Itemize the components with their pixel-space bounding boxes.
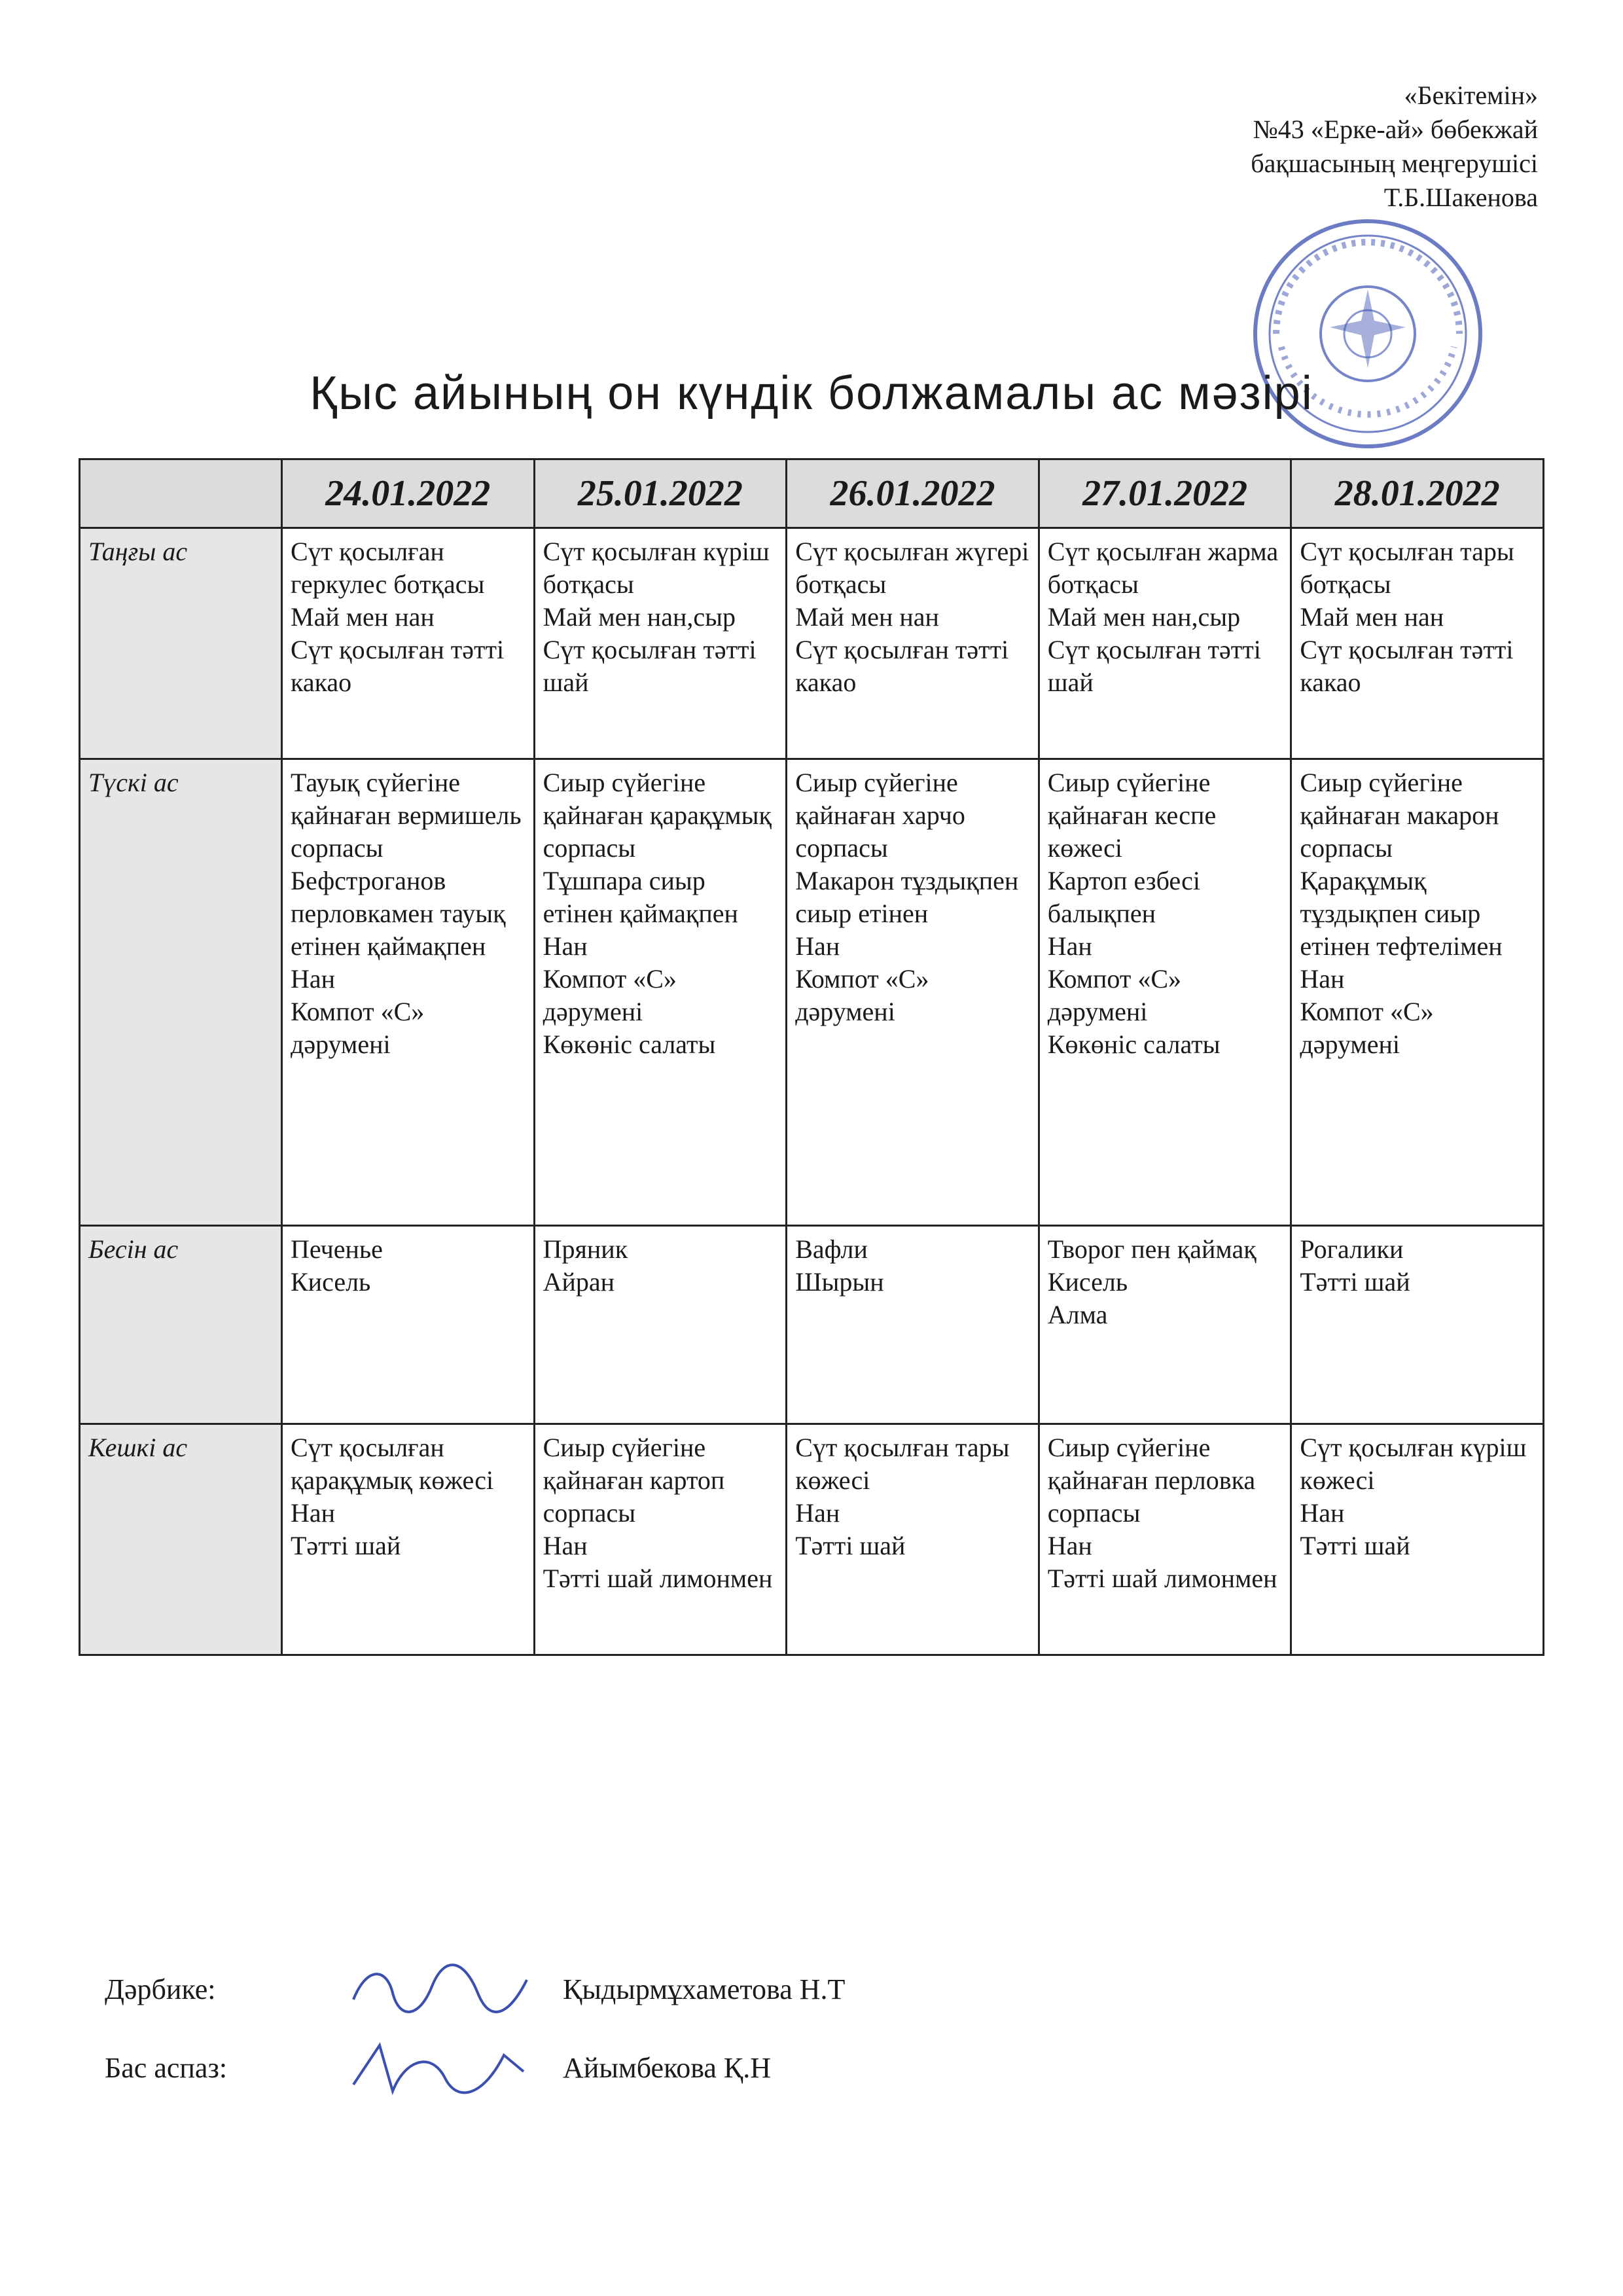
menu-item: Көкөніс салаты [1047,1030,1221,1059]
menu-item: Сиыр сүйегіне қайнаған қарақұмық сорпасы [543,768,772,863]
menu-cell [1291,1424,1544,1655]
nurse-signature-row [105,1950,1283,2029]
menu-item: Нан [1300,1498,1345,1528]
menu-cell [1039,759,1291,1226]
meal-label: Таңғы ас [80,528,282,759]
cook-role: Бас аспаз: [105,2052,228,2084]
menu-item: Сүт қосылған тары ботқасы [1300,537,1514,599]
page-title: Қыс айының он күндік болжамалы ас мәзірі [310,367,1313,420]
menu-item: Творог пен қаймақ [1047,1234,1257,1264]
approval-line: бақшасының меңгерушісі [1251,149,1538,178]
approval-block [949,79,1538,215]
cook-signature-row [105,2029,1283,2108]
menu-item: Макарон тұздықпен сиыр етінен [795,866,1019,928]
menu-item: Сүт қосылған тәтті шай [1047,635,1261,697]
meal-label: Кешкі ас [80,1424,282,1655]
nurse-name: Қыдырмұхаметова Н.Т [563,1973,846,2005]
menu-item: Бефстроганов перловкамен тауық етінен қаймақпен [291,866,506,961]
menu-item: Тәтті шай [795,1531,906,1560]
menu-item: Сүт қосылған тәтті шай [543,635,757,697]
menu-cell [1039,528,1291,759]
menu-item: Вафли [795,1234,868,1264]
meal-label: Бесін ас [80,1226,282,1424]
menu-item: Компот «С» дәрумені [1047,964,1182,1026]
menu-cell [787,1424,1039,1655]
menu-item: Кисель [1047,1267,1128,1297]
menu-item: Сиыр сүйегіне қайнаған харчо сорпасы [795,768,965,863]
breakfast-row [80,528,1544,759]
dinner-row [80,1424,1544,1655]
signature-block [105,1950,1283,2108]
handwritten-signature [340,2032,537,2104]
date-header: 25.01.2022 [534,459,787,528]
menu-item: Айран [543,1267,615,1297]
menu-cell [1039,1226,1291,1424]
menu-item: Тәтті шай [1300,1267,1410,1297]
menu-item: Нан [1047,1531,1092,1560]
header-corner [80,459,282,528]
menu-item: Сиыр сүйегіне қайнаған картоп сорпасы [543,1433,725,1528]
nurse-role: Дәрбике: [105,1973,216,2005]
menu-cell [282,1424,535,1655]
menu-item: Сиыр сүйегіне қайнаған кеспе көжесі [1047,768,1217,863]
menu-item: Шырын [795,1267,884,1297]
date-header-row [80,459,1544,528]
approval-line: Т.Б.Шакенова [1383,183,1538,212]
cook-name: Айымбекова Қ.Н [563,2052,772,2084]
menu-cell [1291,528,1544,759]
menu-item: Тәтті шай [1300,1531,1410,1560]
menu-item: Нан [795,1498,840,1528]
menu-cell [1291,1226,1544,1424]
menu-item: Рогалики [1300,1234,1404,1264]
menu-item: Май мен нан [1300,602,1444,632]
menu-item: Сүт қосылған жарма ботқасы [1047,537,1279,599]
menu-item: Тәтті шай [291,1531,401,1560]
menu-item: Нан [291,964,336,994]
menu-item: Сүт қосылған тәтті какао [795,635,1009,697]
handwritten-signature [340,1954,537,2026]
menu-cell [787,1226,1039,1424]
menu-item: Компот «С» дәрумені [291,997,425,1059]
menu-item: Алма [1047,1300,1108,1329]
menu-item: Сүт қосылған күріш көжесі [1300,1433,1527,1495]
menu-item: Сүт қосылған жүгері ботқасы [795,537,1029,599]
menu-item: Нан [795,931,840,961]
date-header: 28.01.2022 [1291,459,1544,528]
menu-cell [534,1424,787,1655]
menu-item: Компот «С» дәрумені [1300,997,1434,1059]
snack-row [80,1226,1544,1424]
meal-label: Түскі ас [80,759,282,1226]
menu-item: Сиыр сүйегіне қайнаған макарон сорпасы [1300,768,1499,863]
menu-cell [787,528,1039,759]
menu-item: Нан [543,931,588,961]
menu-item: Кисель [291,1267,371,1297]
date-header: 27.01.2022 [1039,459,1291,528]
menu-item: Печенье [291,1234,383,1264]
menu-item: Сүт қосылған тәтті какао [1300,635,1514,697]
menu-cell [534,528,787,759]
menu-cell [534,1226,787,1424]
menu-cell [787,759,1039,1226]
menu-item: Компот «С» дәрумені [543,964,677,1026]
menu-cell [282,759,535,1226]
menu-item: Май мен нан [795,602,939,632]
menu-cell [1291,759,1544,1226]
menu-item: Нан [1047,931,1092,961]
menu-item: Май мен нан [291,602,435,632]
menu-item: Картоп езбесі балықпен [1047,866,1201,928]
date-header: 24.01.2022 [282,459,535,528]
menu-item: Сүт қосылған тәтті какао [291,635,505,697]
menu-table [79,458,1544,1656]
menu-item: Сүт қосылған тары көжесі [795,1433,1010,1495]
approval-line: №43 «Ерке-ай» бөбекжай [1253,115,1538,144]
menu-cell [1039,1424,1291,1655]
menu-item: Май мен нан,сыр [543,602,736,632]
menu-cell [282,528,535,759]
menu-item: Тұшпара сиыр етінен қаймақпен [543,866,738,928]
menu-item: Пряник [543,1234,628,1264]
menu-item: Нан [543,1531,588,1560]
menu-cell [534,759,787,1226]
menu-item: Көкөніс салаты [543,1030,716,1059]
menu-item: Компот «С» дәрумені [795,964,929,1026]
menu-item: Сүт қосылған күріш ботқасы [543,537,770,599]
lunch-row [80,759,1544,1226]
menu-item: Май мен нан,сыр [1047,602,1241,632]
menu-item: Қарақұмық тұздықпен сиыр етінен тефтелімен [1300,866,1503,961]
menu-item: Сиыр сүйегіне қайнаған перловка сорпасы [1047,1433,1256,1528]
menu-item: Тәтті шай лимонмен [543,1564,773,1593]
date-header: 26.01.2022 [787,459,1039,528]
approval-line: «Бекітемін» [1404,81,1538,110]
menu-cell [282,1226,535,1424]
menu-item: Нан [291,1498,336,1528]
menu-item: Сүт қосылған қарақұмық көжесі [291,1433,494,1495]
menu-item: Сүт қосылған геркулес ботқасы [291,537,485,599]
menu-item: Тауық сүйегіне қайнаған вермишель сорпасы [291,768,522,863]
menu-item: Нан [1300,964,1345,994]
menu-item: Тәтті шай лимонмен [1047,1564,1277,1593]
